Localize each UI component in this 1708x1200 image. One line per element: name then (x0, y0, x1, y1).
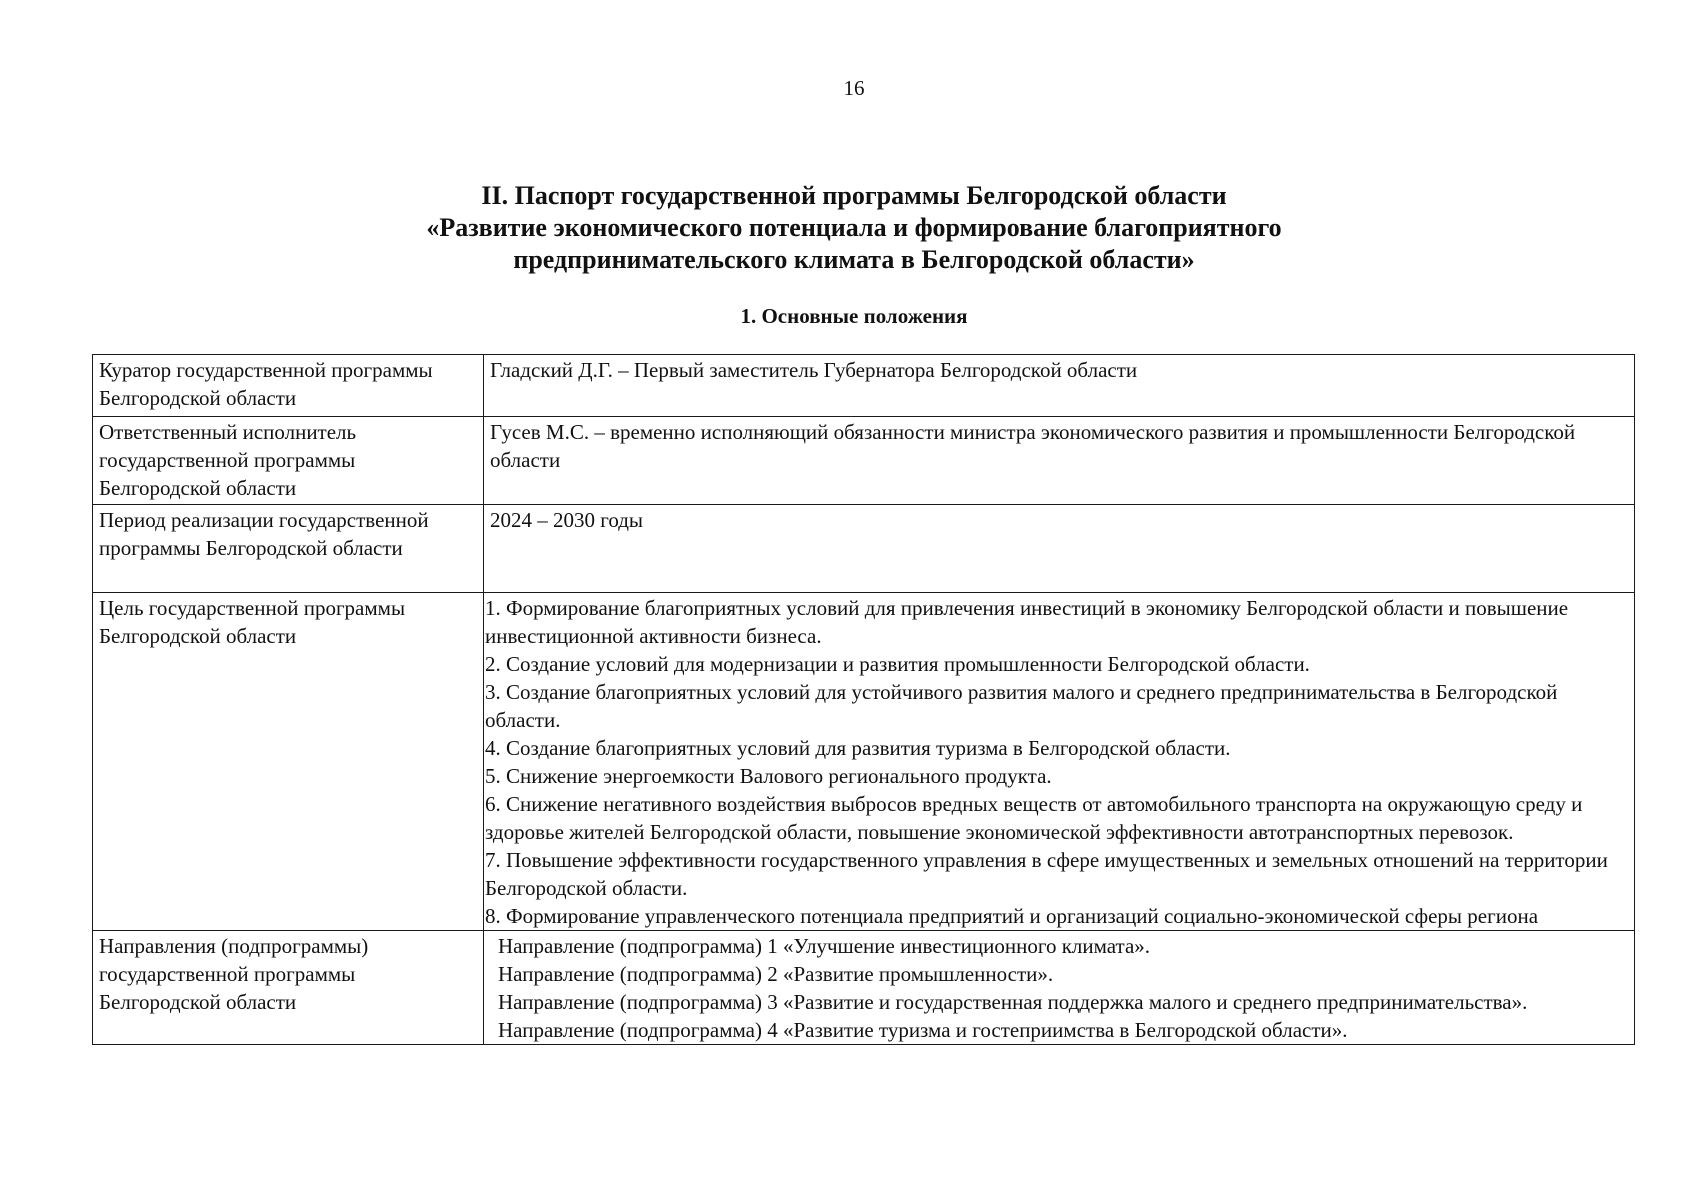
title-line-1: II. Паспорт государственной программы Белгородской области (481, 181, 1227, 210)
executor-label: Ответственный исполнитель государственной программы Белгородской области (93, 417, 484, 505)
goals-label: Цель государственной программы Белгородской области (93, 593, 484, 931)
curator-label: Куратор государственной программы Белгородской области (93, 355, 484, 417)
goal-item: 1. Формирование благоприятных условий для привлечения инвестиций в экономику Белгородской области и повышение инвестиционной активности бизнеса. (485, 596, 1569, 648)
goal-item: 7. Повышение эффективности государственного управления в сфере имущественных и земельных отношений на территории Белгородской области. (485, 848, 1608, 900)
passport-table (92, 354, 1635, 1045)
period-value: 2024 – 2030 годы (484, 505, 1635, 593)
title-line-3: предпринимательского климата в Белгородской области» (513, 245, 1195, 274)
table-row-directions (93, 931, 1635, 1045)
goal-item: 4. Создание благоприятных условий для развития туризма в Белгородской области. (485, 736, 1231, 760)
executor-value: Гусев М.С. – временно исполняющий обязанности министра экономического развития и промышленности Белгородской области (484, 417, 1635, 505)
goal-item: 6. Снижение негативного воздействия выбросов вредных веществ от автомобильного транспорта на окружающую среду и здоровье жителей Белгородской области, повышение экономической эффективности автотранспортных перевозок. (485, 792, 1583, 844)
directions-label: Направления (подпрограммы) государственной программы Белгородской области (93, 931, 484, 1045)
table-row-executor (93, 417, 1635, 505)
direction-item: Направление (подпрограмма) 3 «Развитие и государственная поддержка малого и среднего предпринимательства». (498, 990, 1528, 1014)
directions-value (484, 931, 1635, 1045)
table-row-goals (93, 593, 1635, 931)
table-row-period (93, 505, 1635, 593)
curator-value: Гладский Д.Г. – Первый заместитель Губернатора Белгородской области (484, 355, 1635, 417)
table-row-curator (93, 355, 1635, 417)
document-title (0, 180, 1708, 276)
direction-item: Направление (подпрограмма) 2 «Развитие промышленности». (498, 962, 1054, 986)
goal-item: 2. Создание условий для модернизации и развития промышленности Белгородской области. (485, 652, 1310, 676)
goal-item: 8. Формирование управленческого потенциала предприятий и организаций социально-экономической сферы региона (485, 904, 1539, 928)
direction-item: Направление (подпрограмма) 1 «Улучшение инвестиционного климата». (498, 934, 1151, 958)
direction-item: Направление (подпрограмма) 4 «Развитие туризма и гостеприимства в Белгородской области». (498, 1018, 1348, 1042)
period-label: Период реализации государственной программы Белгородской области (93, 505, 484, 593)
title-line-2: «Развитие экономического потенциала и формирование благоприятного (426, 213, 1282, 242)
goal-item: 3. Создание благоприятных условий для устойчивого развития малого и среднего предпринимательства в Белгородской области. (485, 680, 1558, 732)
goals-value (484, 593, 1635, 931)
goal-item: 5. Снижение энергоемкости Валового регионального продукта. (485, 764, 1052, 788)
section-title: 1. Основные положения (740, 304, 968, 328)
page-number: 16 (843, 76, 865, 100)
